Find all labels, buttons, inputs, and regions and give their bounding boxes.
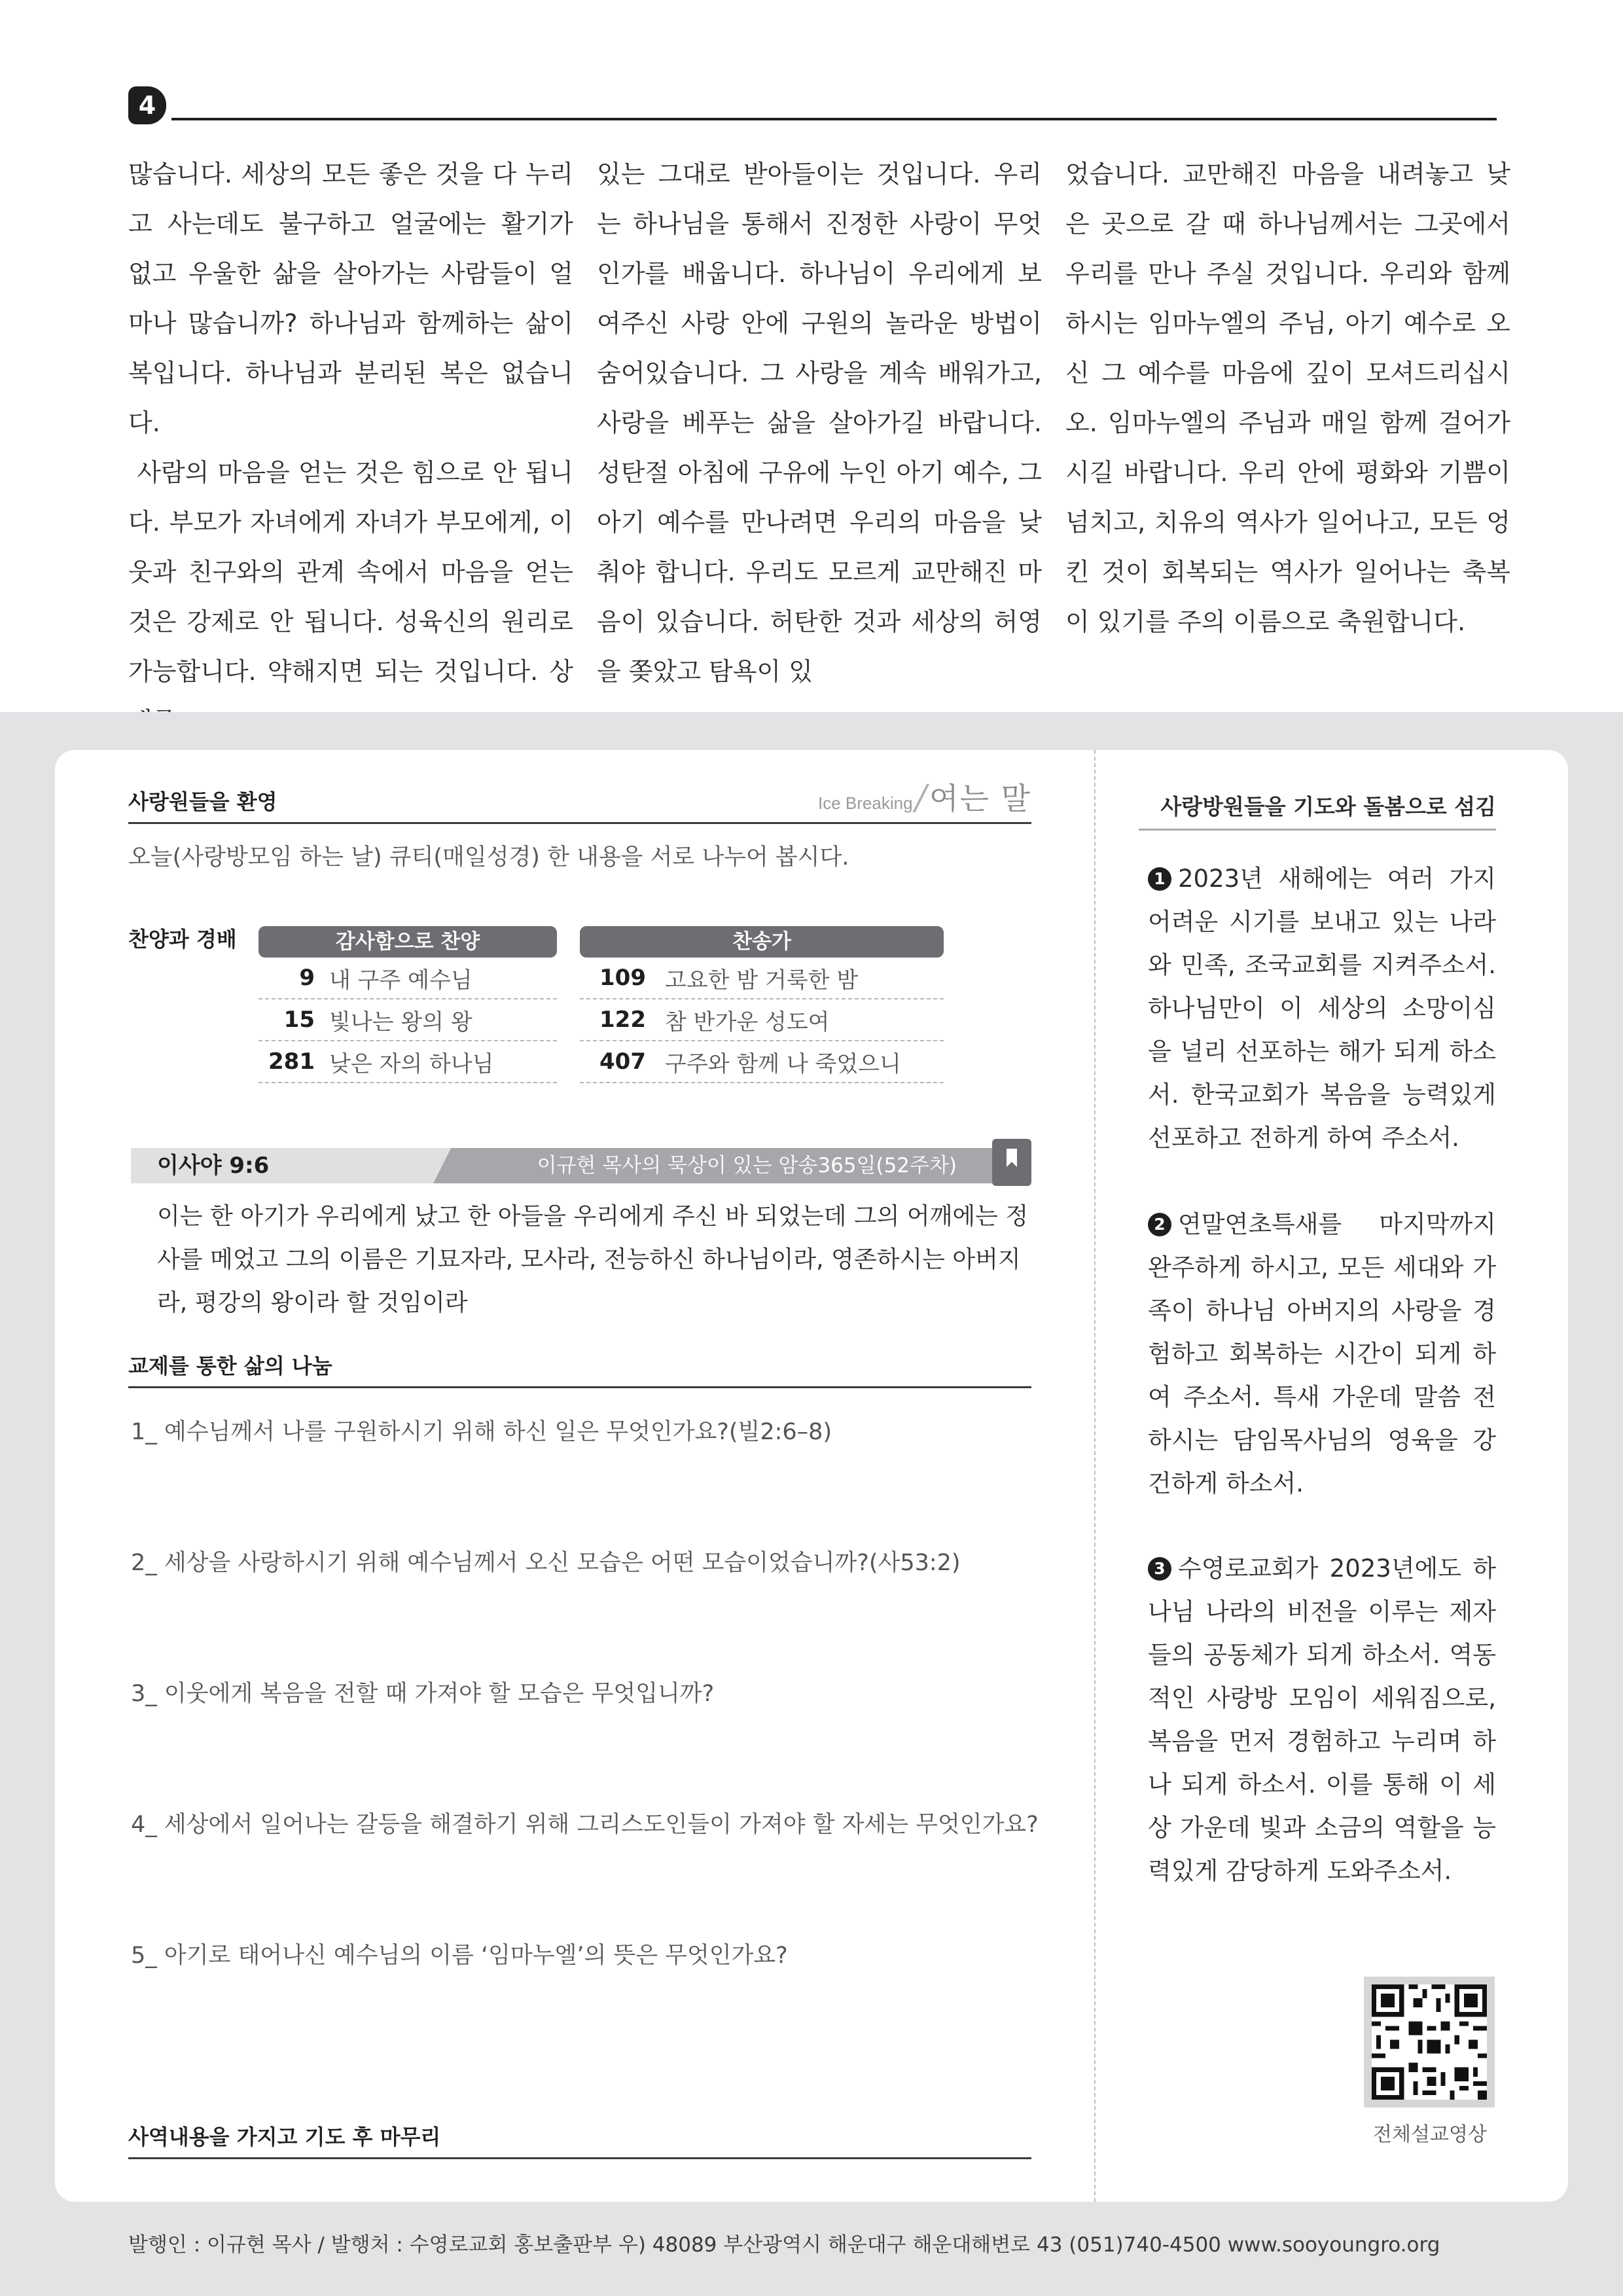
hymn-row (580, 1041, 944, 1083)
question-number: 3_ (131, 1681, 157, 1707)
hymn-title: 고요한 밤 거룩한 밤 (665, 967, 859, 994)
hymn-row (580, 958, 944, 999)
praise-hymn-list (259, 926, 557, 1083)
sermon-paragraph-text: 사람의 마음을 얻는 것은 힘으로 안 됩니다. 부모가 자녀에게 자녀가 부모에게, 이웃과 친구와의 관계 속에서 마음을 얻는 것은 강제로 안 됩니다. 성육신의 원리로 가능합니다. 약해지면 되는 것입니다. 상 (128, 458, 573, 686)
question-number: 2_ (131, 1550, 157, 1576)
welcome-title: 사랑원들을 환영 (128, 789, 277, 814)
verse-bar (131, 1148, 1029, 1183)
question-item (131, 1937, 788, 1970)
prayer-text: 수영로교회가 2023년에도 하나님 나라의 비전을 이루는 제자들의 공동체가 되게 하소서. 역동적인 사랑방 모임이 세워짐으로, 복음을 먼저 경험하고 누리며 하나 되게 하소서. 이를 통해 이 세상 가운데 빛과 소금의 역할을 능력있게 감당하게 도와주소서. (1148, 1554, 1496, 1885)
sermon-paragraph: 많습니다. 세상의 모든 좋은 것을 다 누리고 사는데도 불구하고 얼굴에는 활기가 없고 우울한 삶을 살아가는 사람들이 얼마나 많습니까? 하나님과 함께하는 삶이 복입니다. 하나님과 분리된 복은 없습니다. (128, 160, 573, 437)
question-item (131, 1806, 1039, 1839)
prayer-number-badge: 1 (1148, 867, 1171, 891)
closing-header (128, 2119, 1031, 2159)
question-text: 아기로 태어나신 예수님의 이름 ‘임마누엘’의 뜻은 무엇인가요? (164, 1943, 788, 1969)
ice-breaking-label (818, 775, 1031, 818)
intro-text: 오늘(사랑방모임 하는 날) 큐티(매일성경) 한 내용을 서로 나누어 봅시다. (128, 844, 849, 870)
hymnal-header: 찬송가 (580, 926, 944, 958)
sharing-title: 교제를 통한 삶의 나눔 (128, 1354, 332, 1378)
header-rule (841, 118, 1497, 120)
prayer-text: 2023년 새해에는 여러 가지 어려운 시기를 보내고 있는 나라와 민족, 조국교회를 지켜주소서. 하나님만이 이 세상의 소망이심을 널리 선포하는 해가 되게 하소서. 한국교회가 복음을 능력있게 선포하고 전하게 하여 주소서. (1148, 865, 1496, 1152)
prayer-text: 연말연초특새를 마지막까지 완주하게 하시고, 모든 세대와 가족이 하나님 아버지의 사랑을 경험하고 회복하는 시간이 되게 하여 주소서. 특새 가운데 말씀 전하시는 담임목사님의 영육을 강건하게 하소서. (1148, 1210, 1496, 1498)
prayer-item (1148, 857, 1496, 1160)
hymn-row (580, 999, 944, 1041)
qr-caption: 전체설교영상 (1373, 2123, 1487, 2146)
hymn-row (259, 1041, 557, 1083)
question-text: 예수님께서 나를 구원하시기 위해 하신 일은 무엇인가요?(빌2:6–8) (164, 1419, 832, 1445)
ice-breaking-slash: / (915, 778, 927, 817)
welcome-header (128, 778, 1031, 824)
page-number: 4 (128, 86, 166, 124)
prayer-title: 사랑방원들을 기도와 돌봄으로 섬김 (1160, 794, 1496, 819)
sermon-paragraph (128, 448, 573, 746)
sermon-paragraph: 었습니다. 교만해진 마음을 내려놓고 낮은 곳으로 갈 때 하나님께서는 그곳에서 우리를 만나 주실 것입니다. 우리와 함께하시는 임마누엘의 주님, 아기 예수로 오신 그 예수를 마음에 깊이 모셔드리십시오. 임마누엘의 주님과 매일 함께 걸어가시길 바랍니다. 우리 안에 평화와 기쁨이 넘치고, 치유의 역사가 일어나고, 모든 엉킨 것이 회복되는 역사가 일어나는 축복이 있기를 주의 이름으로 축원합니다. (1065, 160, 1510, 636)
sermon-column-2 (597, 149, 1042, 696)
prayer-item (1148, 1203, 1496, 1505)
closing-title: 사역내용을 가지고 기도 후 마무리 (128, 2125, 441, 2149)
prayer-number-badge: 2 (1148, 1213, 1171, 1236)
verse-source: 이규현 목사의 묵상이 있는 암송365일(52주차) (537, 1154, 957, 1177)
hymn-title: 참 반가운 성도여 (665, 1009, 830, 1035)
header-rule (171, 118, 841, 120)
question-text: 이웃에게 복음을 전할 때 가져야 할 모습은 무엇입니까? (164, 1681, 715, 1707)
ice-breaking-ko: 여는 말 (929, 781, 1031, 816)
hymn-title: 구주와 함께 나 죽었으니 (665, 1050, 901, 1077)
prayer-header (1139, 789, 1496, 831)
question-number: 4_ (131, 1812, 157, 1838)
sermon-paragraph: 있는 그대로 받아들이는 것입니다. 우리는 하나님을 통해서 진정한 사랑이 무엇인가를 배웁니다. 하나님이 우리에게 보여주신 사랑 안에 구원의 놀라운 방법이 숨어있습니다. 그 사랑을 계속 배워가고, 사랑을 베푸는 삶을 살아가길 바랍니다. 성탄절 아침에 구유에 누인 아기 예수, 그 아기 예수를 만나려면 우리의 마음을 낮춰야 합니다. 우리도 모르게 교만해진 마음이 있습니다. 허탄한 것과 세상의 허영을 쫒았고 탐욕이 있 (597, 160, 1042, 686)
hymn-number: 15 (283, 1007, 315, 1033)
question-item (131, 1545, 961, 1577)
hymn-number: 407 (599, 1049, 646, 1075)
sermon-column-1 (128, 149, 573, 746)
hymn-title: 낮은 자의 하나님 (329, 1050, 494, 1077)
question-number: 1_ (131, 1419, 157, 1445)
publisher-footer: 발행인 : 이규현 목사 / 발행처 : 수영로교회 홍보출판부 우) 48089 부산광역시 해운대구 해운대해변로 43 (051)740-4500 www.sooyoungro.org (128, 2233, 1440, 2257)
hymn-number: 109 (599, 965, 646, 991)
qr-code[interactable] (1364, 1977, 1495, 2108)
question-item (131, 1414, 832, 1446)
hymn-label: 찬양과 경배 (128, 927, 237, 952)
hymn-title: 빛나는 왕의 왕 (329, 1009, 473, 1035)
hymnal-list (580, 926, 944, 1083)
ice-breaking-en: Ice Breaking (818, 793, 913, 813)
prayer-number-badge: 3 (1148, 1557, 1171, 1581)
hymn-row (259, 958, 557, 999)
question-text: 세상을 사랑하시기 위해 예수님께서 오신 모습은 어떤 모습이었습니까?(사53:2) (164, 1550, 961, 1576)
qr-code-pattern (1372, 1984, 1487, 2100)
verse-reference: 이사야 9:6 (157, 1153, 270, 1179)
hymn-number: 9 (299, 965, 315, 991)
sermon-column-3 (1065, 149, 1510, 647)
praise-hymn-header: 감사함으로 찬양 (259, 926, 557, 958)
verse-text: 이는 한 아기가 우리에게 났고 한 아들을 우리에게 주신 바 되었는데 그의 어깨에는 정사를 메었고 그의 이름은 기묘자라, 모사라, 전능하신 하나님이라, 영존하시는 아버지라, 평강의 왕이라 할 것임이라 (157, 1203, 1029, 1316)
question-text: 세상에서 일어나는 갈등을 해결하기 위해 그리스도인들이 가져야 할 자세는 무엇인가요? (164, 1812, 1039, 1838)
hymn-number: 281 (268, 1049, 315, 1075)
prayer-item (1148, 1547, 1496, 1893)
bookmark-icon (992, 1139, 1031, 1186)
hymn-number: 122 (599, 1007, 646, 1033)
hymn-title: 내 구주 예수님 (329, 967, 473, 994)
column-divider (1094, 750, 1096, 2202)
question-number: 5_ (131, 1943, 157, 1969)
sharing-header (128, 1348, 1031, 1388)
hymn-row (259, 999, 557, 1041)
question-item (131, 1676, 714, 1708)
